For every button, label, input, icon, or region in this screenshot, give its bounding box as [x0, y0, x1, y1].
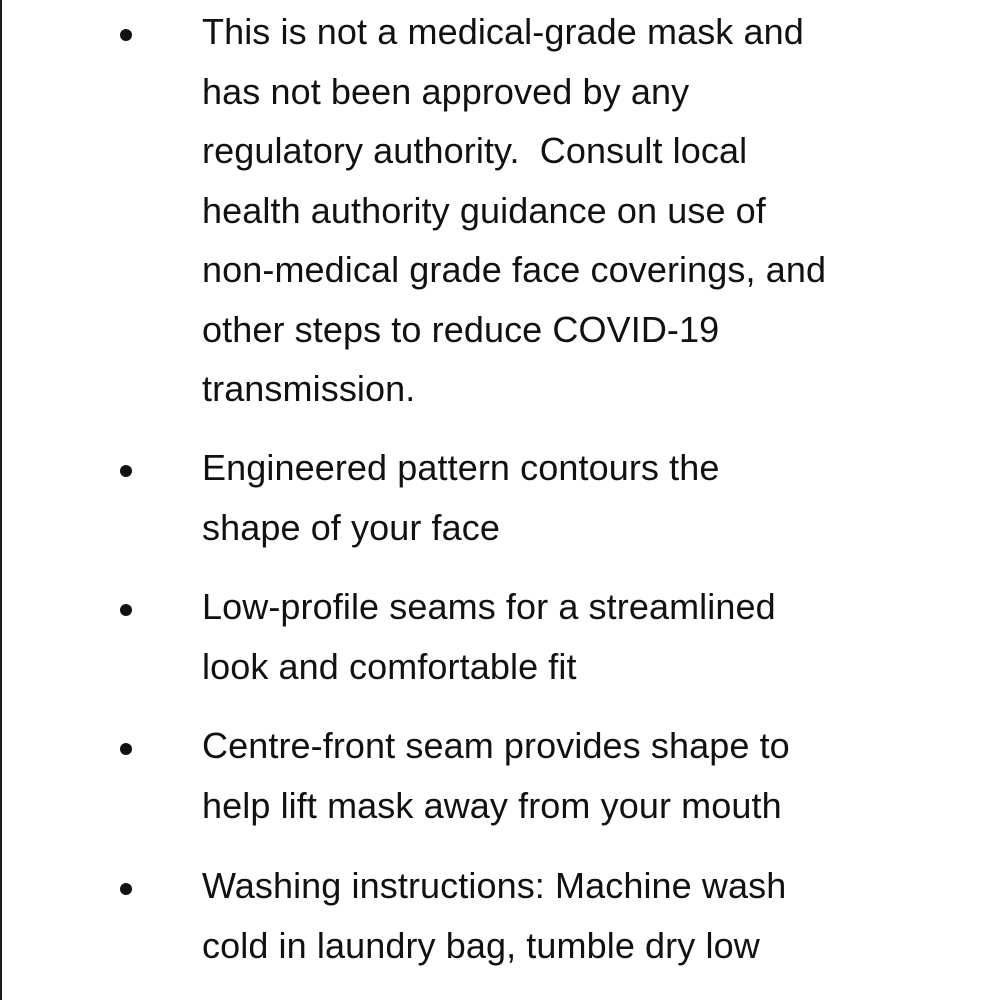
bullet-point — [120, 883, 132, 895]
text-line: Centre-front seam provides shape to — [202, 725, 790, 766]
text-line: Engineered pattern contours the — [202, 447, 720, 488]
bullet-point — [120, 604, 132, 616]
list-item-text — [202, 438, 922, 557]
text-line: shape of your face — [202, 506, 500, 548]
text-line: This is not a medical-grade mask and — [202, 11, 804, 52]
bullet-point — [120, 29, 132, 41]
text-line: has not been approved by any — [202, 70, 690, 112]
text-line: look and comfortable fit — [202, 645, 577, 687]
text-line: Low-profile seams for a streamlined — [202, 586, 776, 627]
list-item-text — [202, 2, 922, 419]
left-border — [0, 0, 2, 1000]
bullet-point — [120, 743, 132, 755]
text-line: regulatory authority. Consult local — [202, 130, 748, 171]
text-line: help lift mask away from your mouth — [202, 784, 782, 826]
list-item-text — [202, 716, 922, 835]
text-line: transmission. — [202, 368, 416, 409]
text-line: other steps to reduce COVID-19 — [202, 308, 720, 350]
bullet-point — [120, 465, 132, 477]
text-line: non-medical grade face coverings, and — [202, 249, 827, 290]
text-line: health authority guidance on use of — [202, 189, 766, 231]
text-line: cold in laundry bag, tumble dry low — [202, 924, 760, 966]
list-item-text — [202, 577, 922, 696]
text-line: Washing instructions: Machine wash — [202, 865, 787, 906]
list-item-text — [202, 856, 922, 975]
